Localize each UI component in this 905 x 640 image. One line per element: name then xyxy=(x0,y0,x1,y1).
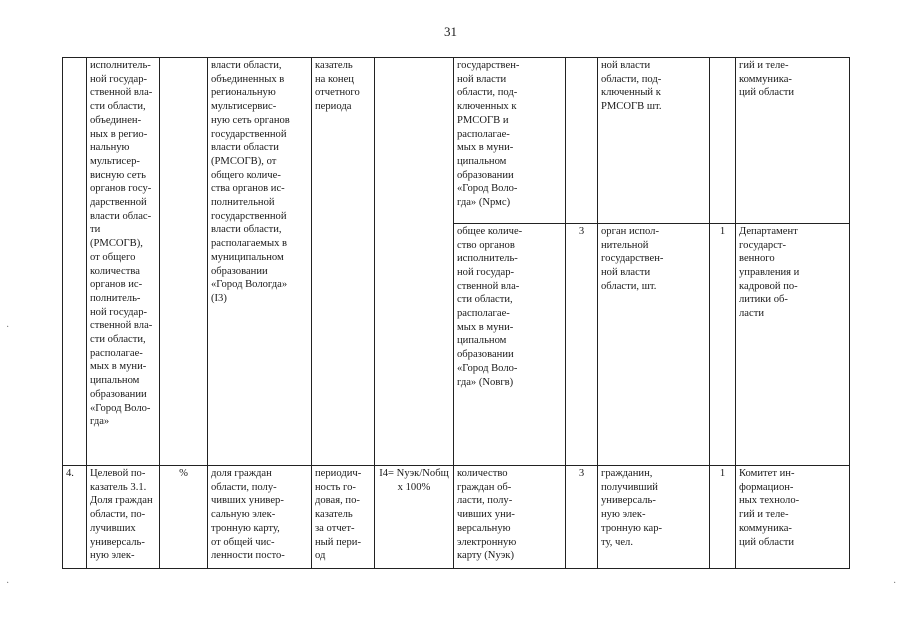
method-cell: 3 xyxy=(566,466,598,569)
code-cell: 1 xyxy=(710,466,736,569)
unit-cell: % xyxy=(160,466,208,569)
table-row xyxy=(63,58,850,224)
indicator-cell: Целевой по- казатель 3.1. Доля граждан области, по- лучивших универсаль- ную элек- xyxy=(87,466,160,569)
indicator-table xyxy=(62,57,850,569)
formula-cell: I4= Nуэк/Nобщ x 100% xyxy=(375,466,454,569)
indicator-cell: исполнитель- ной государ- ственной вла- сти области, объединен- ных в регио- нальную мультисер- висную сеть органов госу- дарственной власти облас- ти (РМСОГВ), от общего количества органов ис- полнитель- ной государ- ственной вла- сти области, располагае- мых в муни- ципальном образовании «Город Воло- гда» xyxy=(87,58,160,466)
definition-cell: власти области, объединенных в региональную мультисервис- ную сеть органов государственной власти области (РМСОГВ), от общего количе- ства органов ис- полнительной государственной власти области, располагаемых в муниципальном образовании «Город Вологда» (I3) xyxy=(208,58,312,466)
scan-mark: · xyxy=(6,578,10,589)
page-number: 31 xyxy=(444,24,457,39)
formula-cell xyxy=(375,58,454,466)
base-indicator-cell: общее количе- ство органов исполнитель- ной государ- ственной вла- сти области, располагае- мых в муни- ципальном образовании «Город Воло- гда» (Nовгв) xyxy=(454,223,566,465)
responsible-cell: Департамент государст- венного управления и кадровой по- литики об- ласти xyxy=(736,223,850,465)
base-unit-cell: ной власти области, под- ключенный к РМСОГВ шт. xyxy=(598,58,710,224)
scan-mark: · xyxy=(893,578,897,589)
num-cell: 4. xyxy=(63,466,87,569)
scan-mark: · xyxy=(6,322,10,333)
period-cell: периодич- ность го- довая, по- казатель за отчет- ный пери- од xyxy=(312,466,375,569)
code-cell xyxy=(710,58,736,224)
base-indicator-cell: государствен- ной власти области, под- ключенных к РМСОГВ и располагае- мых в муни- ципальном образовании «Город Воло- гда» (Nрмс) xyxy=(454,58,566,224)
num-cell xyxy=(63,58,87,466)
base-indicator-cell: количество граждан об- ласти, полу- чивших уни- версальную электронную карту (Nуэк) xyxy=(454,466,566,569)
method-cell: 3 xyxy=(566,223,598,465)
table-row xyxy=(63,466,850,569)
responsible-cell: гий и теле- коммуника- ций области xyxy=(736,58,850,224)
responsible-cell: Комитет ин- формацион- ных техноло- гий и теле- коммуника- ций области xyxy=(736,466,850,569)
unit-cell xyxy=(160,58,208,466)
definition-cell: доля граждан области, полу- чивших универ- сальную элек- тронную карту, от общей чис- ленности посто- xyxy=(208,466,312,569)
period-cell: казатель на конец отчетного периода xyxy=(312,58,375,466)
code-cell: 1 xyxy=(710,223,736,465)
base-unit-cell: гражданин, получивший универсаль- ную элек- тронную кар- ту, чел. xyxy=(598,466,710,569)
method-cell xyxy=(566,58,598,224)
base-unit-cell: орган испол- нительной государствен- ной власти области, шт. xyxy=(598,223,710,465)
